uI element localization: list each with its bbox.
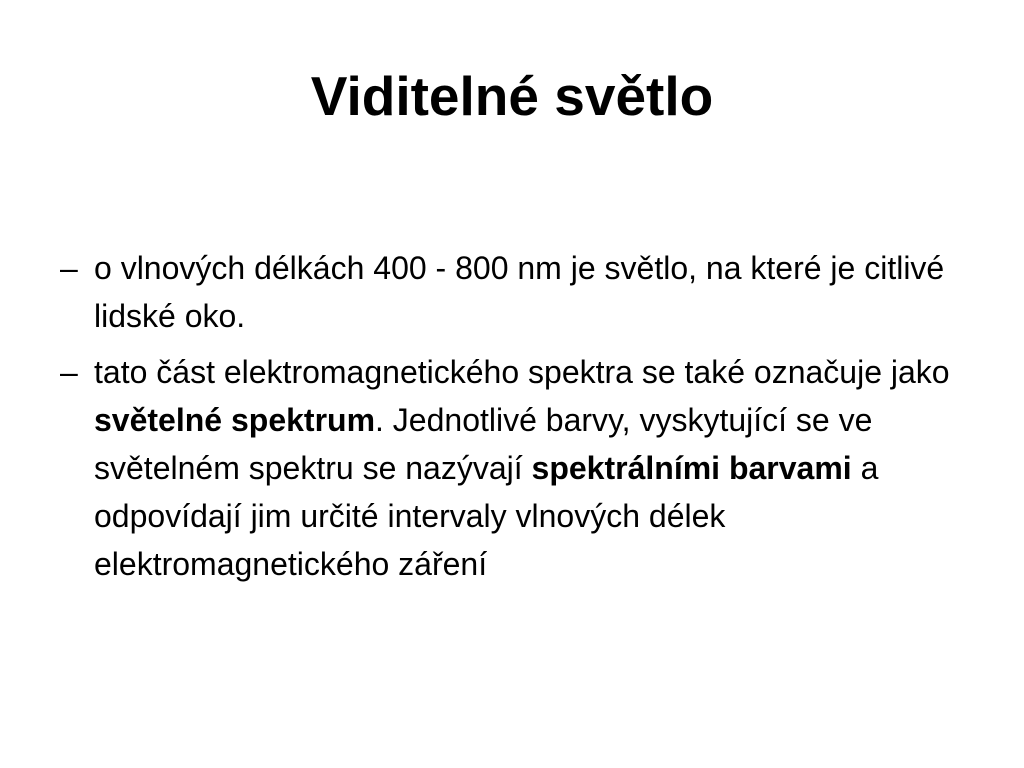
bullet-marker: – bbox=[60, 354, 78, 390]
bullet-text: . Jednotlivé barvy, vyskytující se ve světelném spektru se nazývají bbox=[94, 402, 873, 486]
bullet-text: o vlnových délkách 400 - 800 nm je světlo, na které je citlivé lidské oko. bbox=[94, 250, 945, 334]
bullet-item-spectrum bbox=[60, 348, 1010, 588]
bold-term-spectral-colors: spektrálními barvami bbox=[531, 450, 852, 486]
bullet-text: a odpovídají jim určité intervaly vlnových délek elektromagnetického záření bbox=[94, 450, 879, 582]
bold-term-light-spectrum: světelné spektrum bbox=[94, 402, 376, 438]
bullet-text: tato část elektromagnetického spektra se také označuje jako bbox=[94, 354, 950, 390]
slide-title: Viditelné světlo bbox=[310, 65, 714, 127]
bullet-marker: – bbox=[60, 250, 78, 286]
bullet-list bbox=[60, 244, 1010, 596]
bullet-item-wavelength bbox=[60, 244, 1010, 340]
